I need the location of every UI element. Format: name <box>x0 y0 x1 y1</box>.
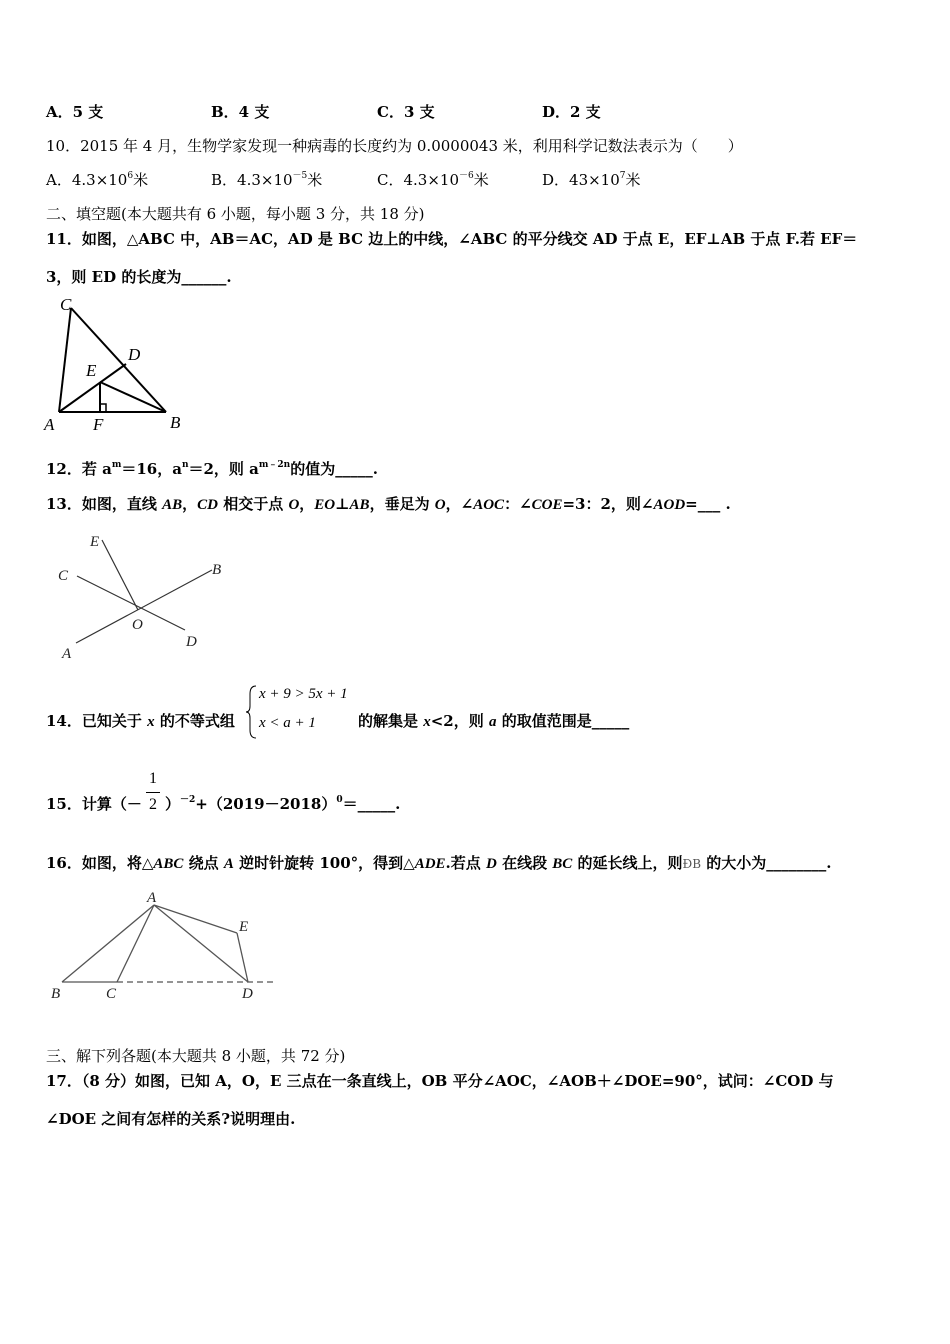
q10-option-c: C．$4.3\times 10^{-6}$米 <box>377 171 489 189</box>
q17-line2: ∠DOE 之间有怎样的关系?说明理由. <box>46 1110 296 1128</box>
q16-side-ad <box>154 905 248 982</box>
q13-line-ab <box>76 570 212 643</box>
q16-label-e: E <box>239 919 249 935</box>
q9-option-a: A．5 支 <box>46 103 104 121</box>
q10-option-a: A．$4.3\times 10^6$米 <box>46 171 149 189</box>
q14-brace <box>245 684 259 740</box>
q15-fraction-bar <box>146 792 160 793</box>
q13-lines-figure <box>50 528 240 663</box>
q12-text: 12．若 $a^m=16$，$a^n=2$，则 $a^{m﹣2n}$的值为_____. <box>46 460 378 478</box>
q11-triangle-figure <box>40 292 200 437</box>
q16-text: 16．如图，将△ABC 绕点 A 逆时针旋转 100°，得到△ADE.若点 D 在线段 BC 的延长线上，则ÐB 的大小为________. <box>46 854 832 872</box>
q11-side-cb <box>71 308 166 412</box>
q15-fraction-numerator: 1 <box>149 770 157 787</box>
q11-label-a: A <box>44 415 55 434</box>
q16-label-c: C <box>106 986 117 1002</box>
q13-label-o: O <box>132 617 143 633</box>
q16-label-b: B <box>51 986 61 1002</box>
q11-label-f: F <box>93 415 104 434</box>
q16-side-ab <box>62 905 154 982</box>
q13-label-a: A <box>62 646 72 662</box>
q13-line-cd <box>77 576 185 630</box>
q9-option-c: C．3 支 <box>377 103 435 121</box>
q11-side-ca <box>59 308 71 412</box>
q11-label-d: D <box>128 345 141 364</box>
q11-line2: 3，则 ED 的长度为______. <box>46 268 232 286</box>
q16-label-d: D <box>242 986 253 1002</box>
q14-text-2: 的解集是 x<2，则 a 的取值范围是_____ <box>358 712 630 730</box>
q11-bisector-be <box>100 382 166 412</box>
q16-label-a: A <box>147 890 157 906</box>
section2-title: 二、填空题(本大题共有 6 小题，每小题 3 分，共 18 分) <box>46 205 425 223</box>
q9-option-d: D．2 支 <box>542 103 601 121</box>
section3-title: 三、解下列各题(本大题共 8 小题，共 72 分) <box>46 1047 346 1065</box>
q10-option-b: B．$4.3\times 10^{-5}$米 <box>211 171 323 189</box>
q11-label-b: B <box>170 413 181 432</box>
q15-fraction-denominator: 2 <box>149 796 157 813</box>
q16-side-ac <box>117 905 154 982</box>
q13-label-b: B <box>212 562 222 578</box>
q10-option-d: D．$43\times 10^7$米 <box>542 171 641 189</box>
q15-text-1: 15．计算（－ <box>46 795 142 813</box>
q11-line1: 11．如图，△ABC 中，AB＝AC，AD 是 BC 边上的中线，∠ABC 的平分线交 AD 于点 E，EF⊥AB 于点 F.若 EF＝ <box>46 230 858 248</box>
q13-label-e: E <box>90 534 100 550</box>
q13-ray-oe <box>102 540 138 610</box>
q13-text: 13．如图，直线 AB，CD 相交于点 O，EO⊥AB，垂足为 O，∠AOC：∠COE=3：2，则∠AOD=___ . <box>46 495 731 513</box>
q13-label-d: D <box>186 634 197 650</box>
q14-text: 14．已知关于 x 的不等式组 <box>46 712 235 730</box>
q16-side-ae <box>154 905 237 933</box>
q16-rotation-figure <box>45 888 285 1003</box>
q14-inequality-1: x + 9 > 5x + 1 <box>259 686 348 702</box>
q15-text-2: ）$^{-2}+(2019-2018)^0=\_\_\_\_\_$. <box>165 795 401 813</box>
q13-label-c: C <box>58 568 69 584</box>
q9-option-b: B．4 支 <box>211 103 270 121</box>
q10-stem: 10．2015 年 4 月，生物学家发现一种病毒的长度约为 0.0000043 米，利用科学记数法表示为（ ） <box>46 137 743 155</box>
q17-line1: 17．（8 分）如图，已知 A，O，E 三点在一条直线上，OB 平分∠AOC，∠AOB＋∠DOE=90°，试问：∠COD 与 <box>46 1072 834 1090</box>
q14-inequality-2: x < a + 1 <box>259 715 316 731</box>
q11-label-e: E <box>86 361 97 380</box>
q11-label-c: C <box>60 295 72 314</box>
